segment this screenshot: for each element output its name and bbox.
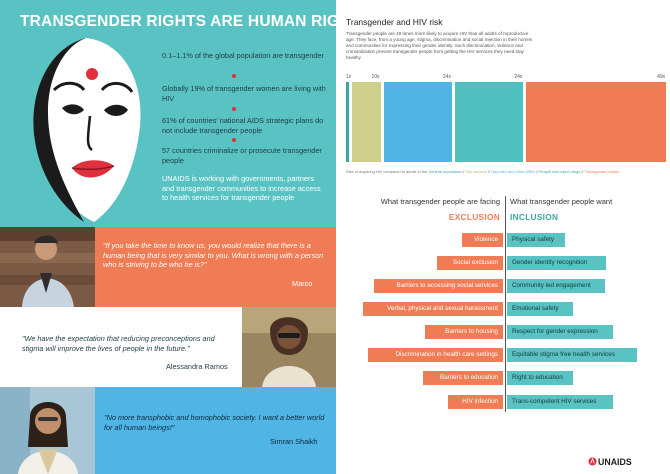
photo-alessandra: [242, 307, 336, 387]
exclusion-item: Verbal, physical and sexual harassment: [363, 302, 503, 316]
legend-general: General population: [428, 169, 462, 174]
legend-transgender: Transgender people: [584, 169, 620, 174]
facing-header: What transgender people are facing: [380, 197, 500, 206]
inclusion-item: Community led engagement: [507, 279, 605, 293]
bullet-dot: [232, 107, 236, 111]
inclusion-item: Equitable stigma free health services: [507, 348, 637, 362]
exclusion-item: HIV infection: [448, 395, 503, 409]
inclusion-item: Physical safety: [507, 233, 565, 247]
exclusion-item: Discrimination in health care settings: [368, 348, 503, 362]
risk-bar-label: 24x: [514, 74, 523, 80]
inclusion-item: Trans-competent HIV services: [507, 395, 613, 409]
unaids-statement: UNAIDS is working with governments, partners and transgender communities to increase access to health services for transgender people: [162, 174, 321, 203]
comparison-divider: [505, 196, 506, 412]
quote-marco-name: Marco: [292, 279, 313, 288]
inclusion-item: Respect for gender expression: [507, 325, 613, 339]
quote-panel-simran: [0, 387, 336, 474]
quote-simran-name: Simran Shaikh: [270, 437, 318, 446]
risk-bar: [346, 82, 349, 162]
quote-simran-text: "No more transphobic and homophobic society. I want a better world for all human beings!": [104, 413, 325, 432]
exclusion-item: Violence: [462, 233, 503, 247]
legend-pwid: People who inject drugs: [538, 169, 581, 174]
inclusion-item: Emotional safety: [507, 302, 573, 316]
risk-bar-label: 1x: [346, 74, 352, 80]
quote-alessandra-name: Alessandra Ramos: [166, 362, 228, 371]
risk-bar: [384, 82, 452, 162]
risk-bar: [352, 82, 381, 162]
face-mask-illustration: [28, 36, 146, 224]
hero-title: TRANSGENDER RIGHTS ARE HUMAN RIGHTS: [20, 13, 371, 30]
risk-bar-label: 24x: [442, 74, 451, 80]
photo-marco: [0, 227, 95, 307]
risk-description: Transgender people are 49 times more likely to acquire HIV than all adults of reproductive age. They face, from a young age, stigma, discrimination and social rejection in their homes and communities for expressing their gender identity. Such discrimination, violence and criminalization prevent transgender people from getting the HIV services they need stay healthy.: [346, 31, 533, 61]
fact-criminalize: 57 countries criminalize or prosecute transgender people: [162, 146, 322, 165]
risk-legend: Risk of acquiring HIV compared to adults in the General population // Sex workers // Gay men and other MSM // People who inject drugs // Transgender people: [346, 169, 620, 174]
risk-bar-label: 10x: [371, 74, 380, 80]
quote-panel-alessandra: [0, 307, 336, 387]
risk-bar: [455, 82, 523, 162]
exclusion-item: Barriers to education: [423, 371, 503, 385]
fact-hiv: Globally 19% of transgender women are living with HIV: [162, 84, 326, 103]
legend-prefix: Risk of acquiring HIV compared to adults in the: [346, 169, 428, 174]
quote-alessandra-text: "We have the expectation that reducing preconceptions and stigma will improve the lives of people in the future.": [22, 334, 215, 353]
risk-title: Transgender and HIV risk: [346, 17, 443, 27]
exclusion-item: Barriers to accessing social services: [374, 279, 503, 293]
inclusion-item: Right to education: [507, 371, 573, 385]
unaids-logo: UNAIDS: [598, 457, 632, 467]
exclusion-item: Social exclusion: [437, 256, 503, 270]
fact-strategic-plans: 61% of countries' national AIDS strategic plans do not include transgender people: [162, 116, 324, 135]
quote-marco-text: "If you take the time to know us, you would realize that there is a human being that is very similar to you. What is wrong with a person who is striving to be who he is?": [103, 241, 324, 270]
fact-population: 0.1–1.1% of the global population are transgender: [162, 51, 324, 60]
want-header: What transgender people want: [510, 197, 613, 206]
inclusion-heading: INCLUSION: [510, 212, 559, 222]
risk-bar: [526, 82, 666, 162]
legend-sex-workers: Sex workers: [465, 169, 487, 174]
inclusion-item: Gender identity recognition: [507, 256, 606, 270]
photo-simran: [0, 387, 95, 474]
quote-panel-marco: [0, 227, 336, 307]
exclusion-heading: EXCLUSION: [448, 212, 500, 222]
unaids-ribbon-icon: [588, 457, 597, 466]
bullet-dot: [232, 74, 236, 78]
exclusion-item: Barriers to housing: [425, 325, 503, 339]
risk-bar-label: 49x: [657, 74, 666, 80]
legend-msm: Gay men and other MSM: [491, 169, 535, 174]
bullet-dot: [232, 138, 236, 142]
